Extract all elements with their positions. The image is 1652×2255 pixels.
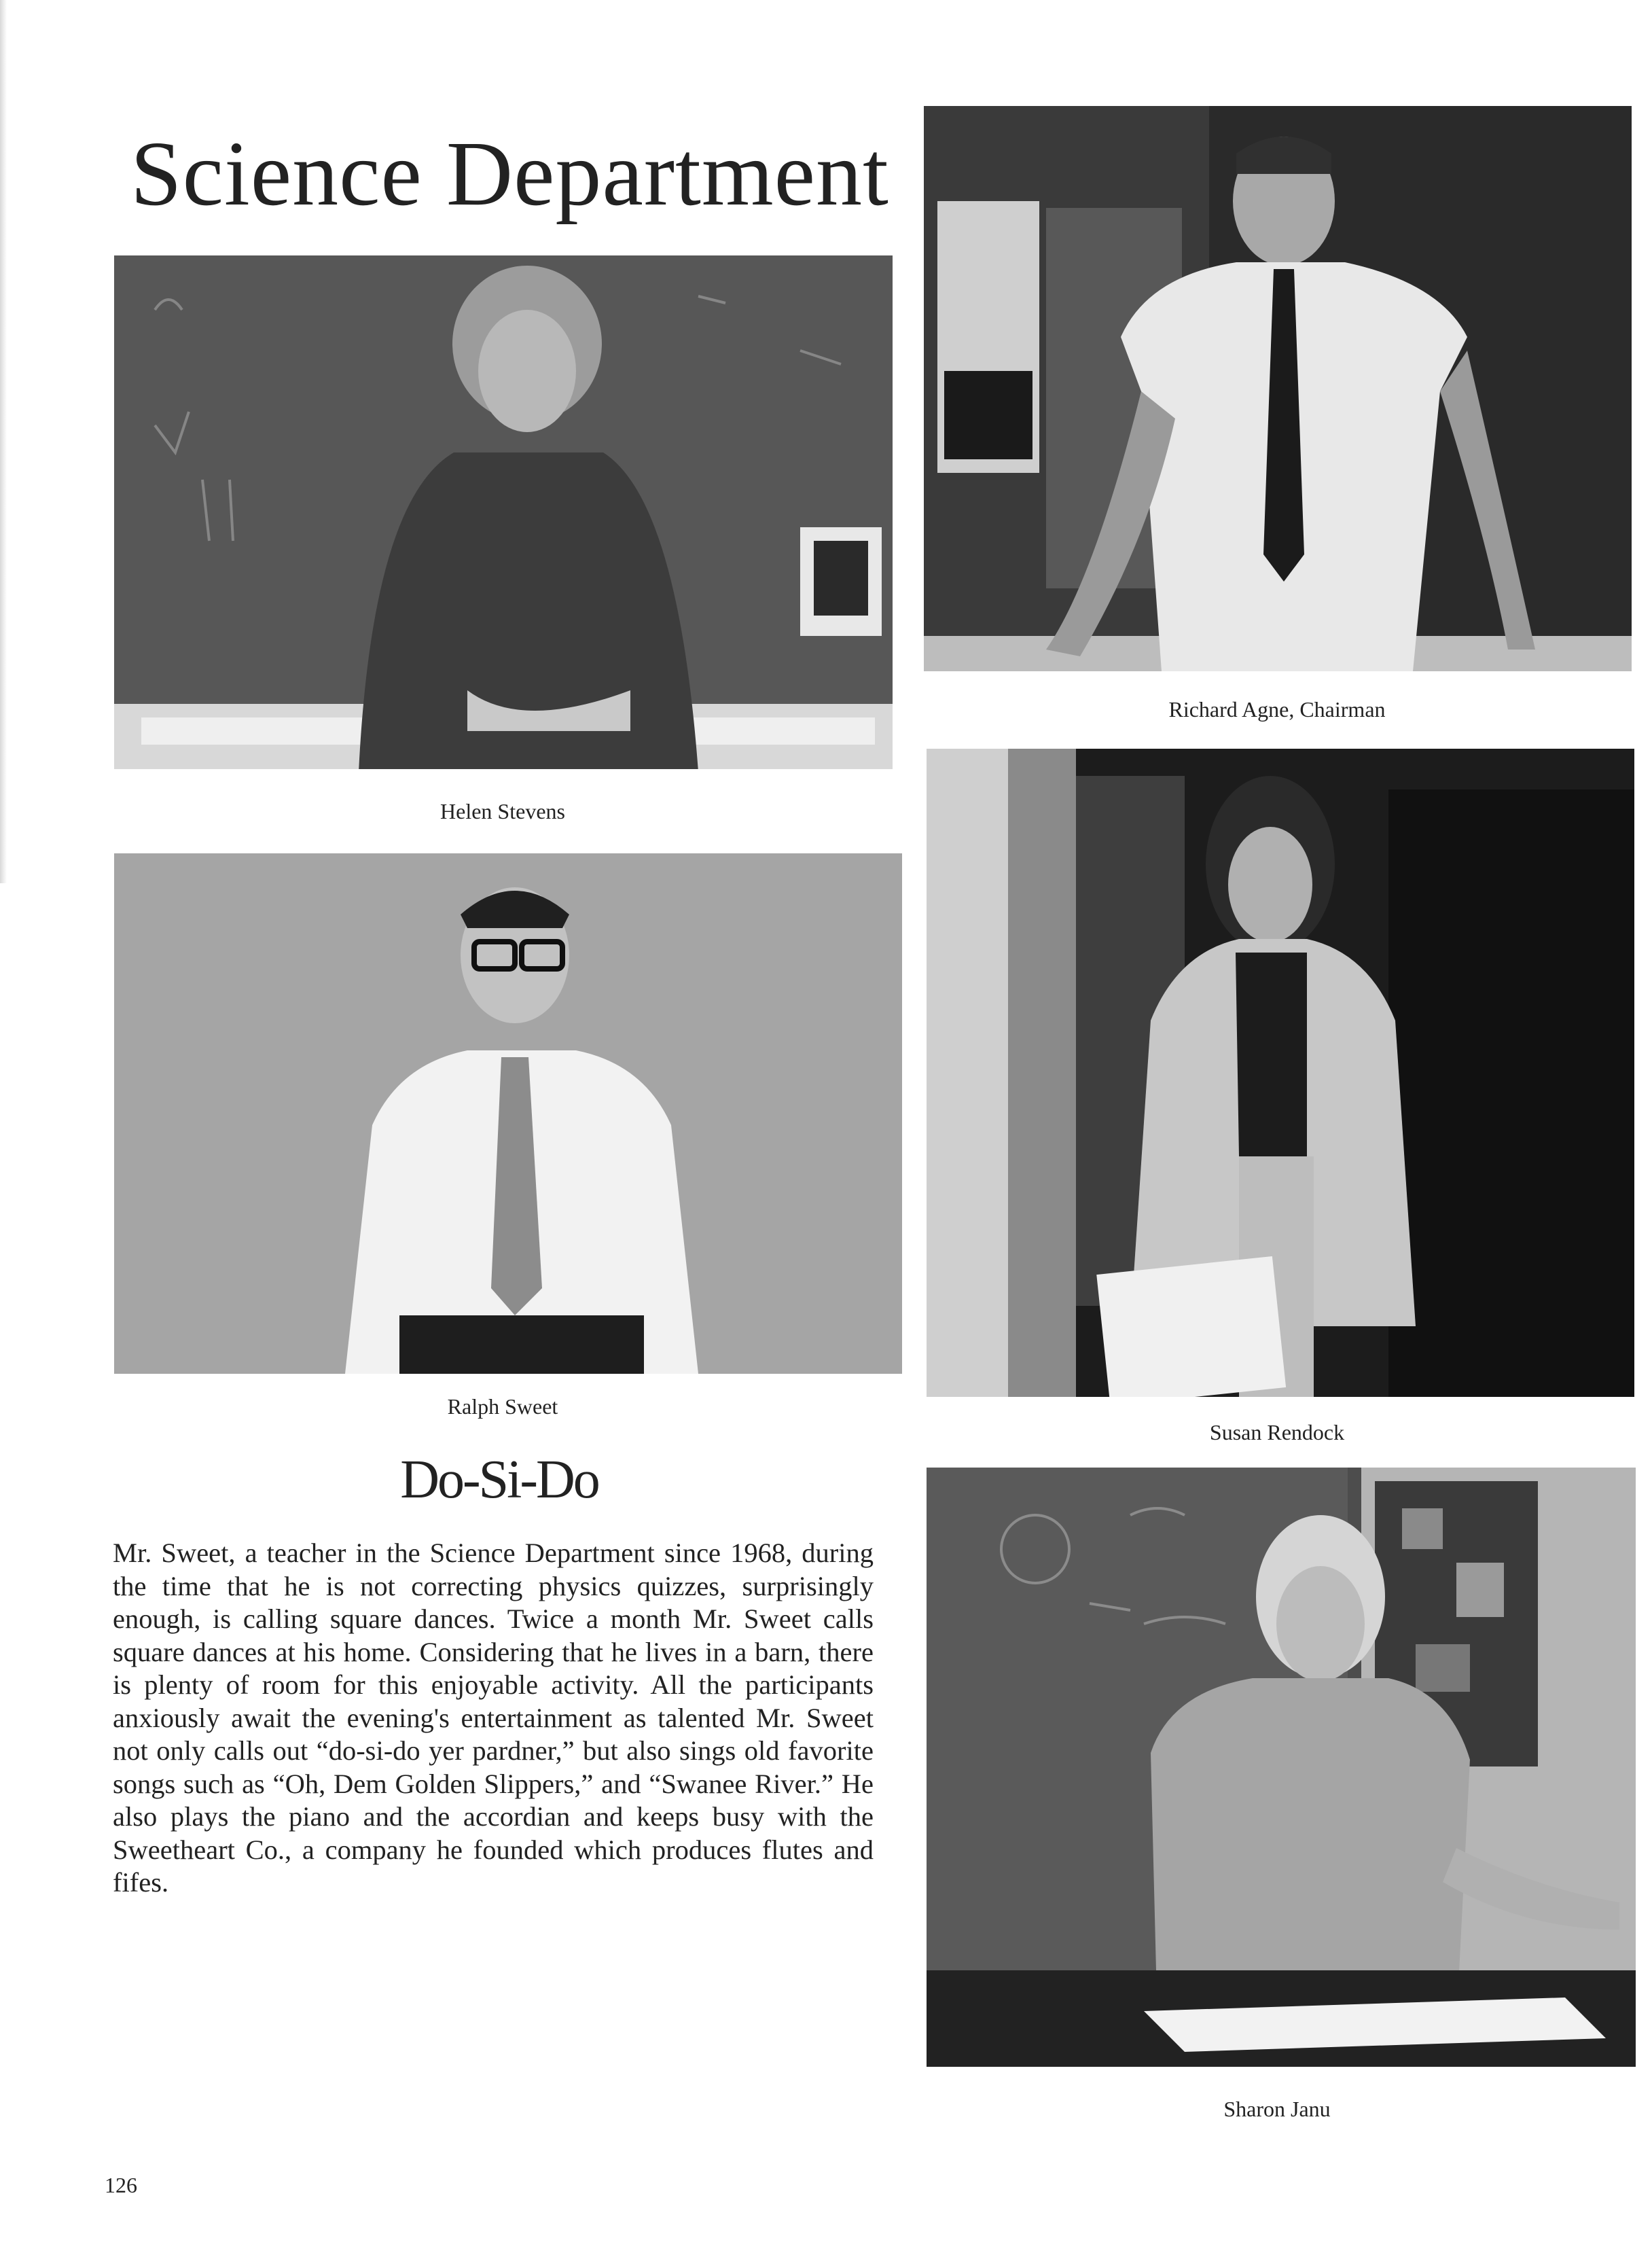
page-title: Science Department	[130, 123, 889, 225]
photo-ralph-sweet	[114, 853, 902, 1374]
caption-richard-agne: Richard Agne, Chairman	[1168, 697, 1386, 722]
caption-susan-rendock: Susan Rendock	[1209, 1420, 1345, 1444]
page-binding-edge	[0, 0, 7, 883]
photo-helen-stevens	[114, 255, 893, 769]
caption-sharon-janu: Sharon Janu	[1223, 2097, 1331, 2121]
photo-sharon-janu	[927, 1468, 1636, 2067]
article-body: Mr. Sweet, a teacher in the Science Department since 1968, during the time that he is not correcting physics quizzes, surprisingly enough, is calling square dances. Twice a month Mr. Sweet calls square dances at his home. Considering that he lives in a barn, there is plenty of room for this enjoyable activity. All the participants anxiously await the evening's entertainment as talented Mr. Sweet not only calls out “do-si-do yer pardner,” but also sings old favorite songs such as “Oh, Dem Golden Slippers,” and “Swanee River.” He also plays the piano and the accordian and keeps busy with the Sweetheart Co., a company he founded which produces flutes and fifes.	[113, 1538, 874, 1898]
photo-richard-agne	[924, 106, 1632, 671]
caption-helen-stevens: Helen Stevens	[440, 799, 565, 823]
caption-ralph-sweet: Ralph Sweet	[447, 1394, 558, 1419]
photo-susan-rendock	[927, 749, 1634, 1397]
page-number: 126	[105, 2173, 137, 2197]
article-heading: Do-Si-Do	[400, 1450, 598, 1510]
